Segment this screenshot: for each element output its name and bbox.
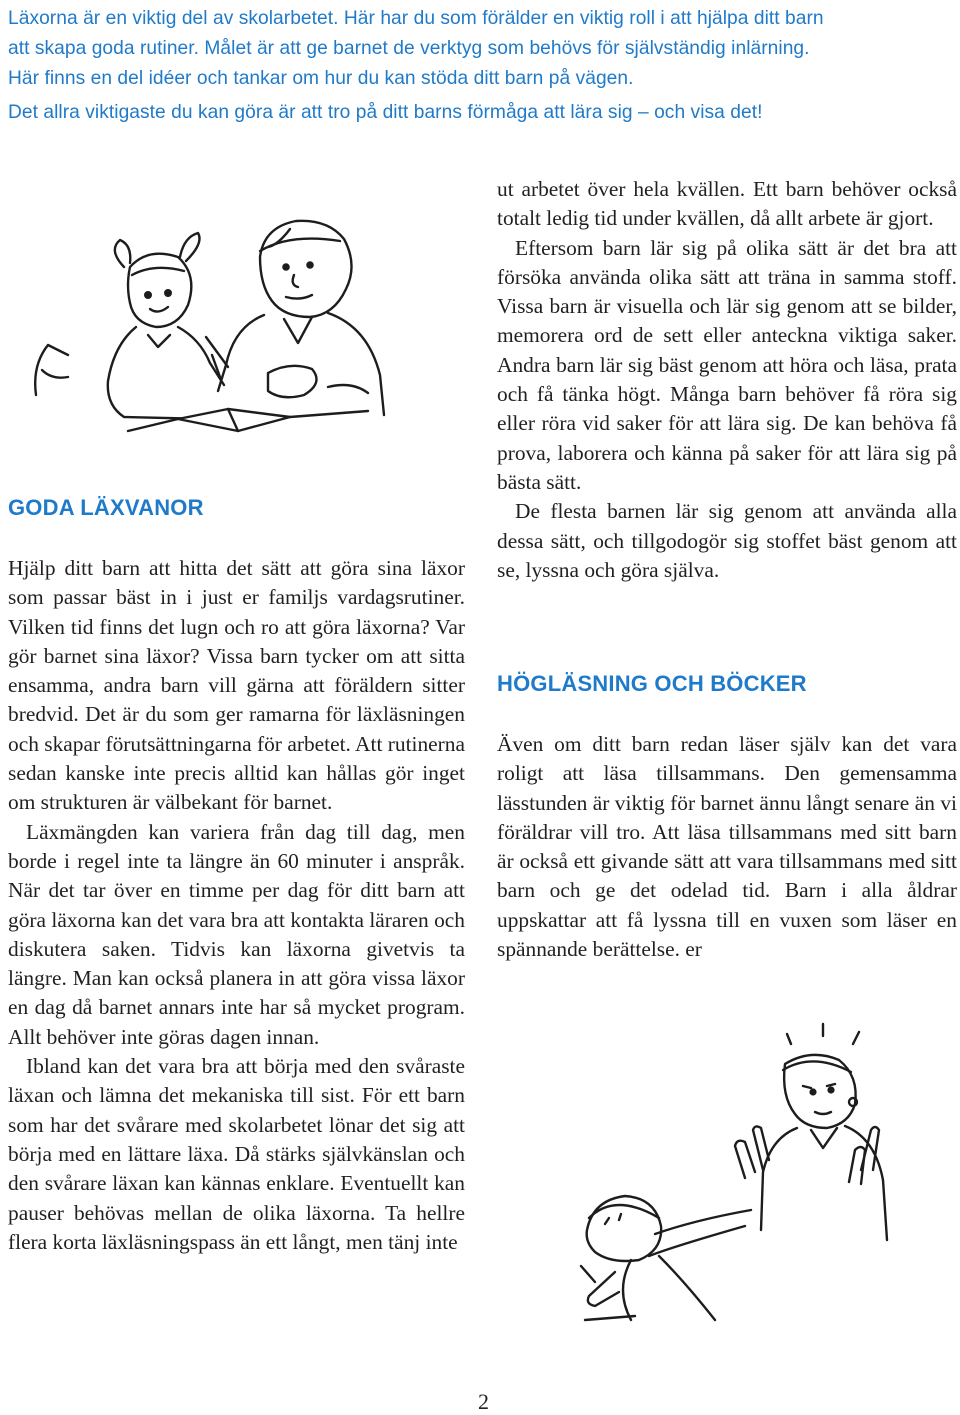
reading-adult-child-illustration [575,1020,920,1340]
intro [8,4,958,128]
section-heading-hoglasning: HÖGLÄSNING OCH BÖCKER [497,671,807,696]
body-paragraph: Eftersom barn lär sig på olika sätt är det bra att försöka använda olika sätt att träna in samma stoff. Vissa barn är visuella och lär sig genom att se bilder, memorera ord de sett eller anteckna viktiga saker. Andra barn lär sig bäst genom att höra och läsa, prata och få tänka högt. Många barn behöver få röra sig eller röra vid saker för att lära sig. De kan behöva få prova, laborera och känna på saker för att lära sig på bästa sätt. [497,235,957,494]
intro-line: att skapa goda rutiner. Målet är att ge barnet de verktyg som behövs för självständig inlärning. [8,38,810,59]
body-paragraph: Hjälp ditt barn att hitta det sätt att göra sina läxor som passar bäst in i just er familjs vardagsrutiner. Vilken tid finns det lugn och ro att göra läxorna? Var gör barnet sina läxor? Vissa barn tycker om att sitta ensamma, andra barn vill gärna att föräldern sitter bredvid. Det är du som ger ramarna för läxläsningen och skapar förutsättningarna för arbetet. Att rutinerna sedan kanske inte precis alltid kan hållas gör inget om strukturen är välbekant för barnet. [8,556,465,815]
section1-body [8,554,465,1257]
page-number: 2 [478,1389,489,1414]
intro-line: Här finns en del idéer och tankar om hur du kan stöda ditt barn på vägen. [8,68,634,89]
father-daughter-illustration [28,205,388,445]
column2-body [497,175,957,585]
intro-key-message: Det allra viktigaste du kan göra är att tro på ditt barns förmåga att lära sig – och visa det! [8,102,763,123]
body-paragraph: De flesta barnen lär sig genom att använda alla dessa sätt, och tillgodogör sig stoffet bäst genom att se, lyssna och göra själva. [497,499,957,582]
intro-line: Läxorna är en viktig del av skolarbetet. Här har du som förälder en viktig roll i att hjälpa ditt barn [8,8,824,29]
body-paragraph: Även om ditt barn redan läser själv kan det vara roligt att läsa tillsammans. Den gemensamma lässtunden är viktig för barnet ännu långt senare än vi föräldrar vill tro. Att läsa tillsammans med sitt barn är också ett givande sätt att vara tillsammans med sitt barn och ge det odelad tid. Barn i alla åldrar uppskattar att få lyssna till en vuxen som läser en spännande berättelse. er [497,732,957,962]
body-paragraph: ut arbetet över hela kvällen. Ett barn behöver också totalt ledig tid under kvällen, då allt arbete är gjort. [497,177,957,231]
body-paragraph: Ibland kan det vara bra att börja med den svåraste läxan och lämna det mekaniska till sist. För ett barn som har det svårare med skolarbetet lönar det sig att börja med en lättare läxa. Då stärks självkänslan och den svårare läxan kan kännas enklare. Eventuellt kan pauser behövas mellan de olika läxorna. Ta hellre flera korta läxläsningspass än ett långt, men tänj inte [8,1054,465,1254]
section-heading-goda-laxvanor: GODA LÄXVANOR [8,495,204,520]
body-paragraph: Läxmängden kan variera från dag till dag, men borde i regel inte ta längre än 60 minuter i anspråk. När det tar över en timme per dag för ditt barn att göra läxorna kan det vara bra att kontakta läraren och diskutera saken. Tidvis kan läxorna givetvis ta längre. Man kan också planera in att göra vissa läxor en dag då barnet annars inte har så mycket program. Allt behöver inte göras dagen innan. [8,819,465,1049]
section2-body [497,730,957,964]
